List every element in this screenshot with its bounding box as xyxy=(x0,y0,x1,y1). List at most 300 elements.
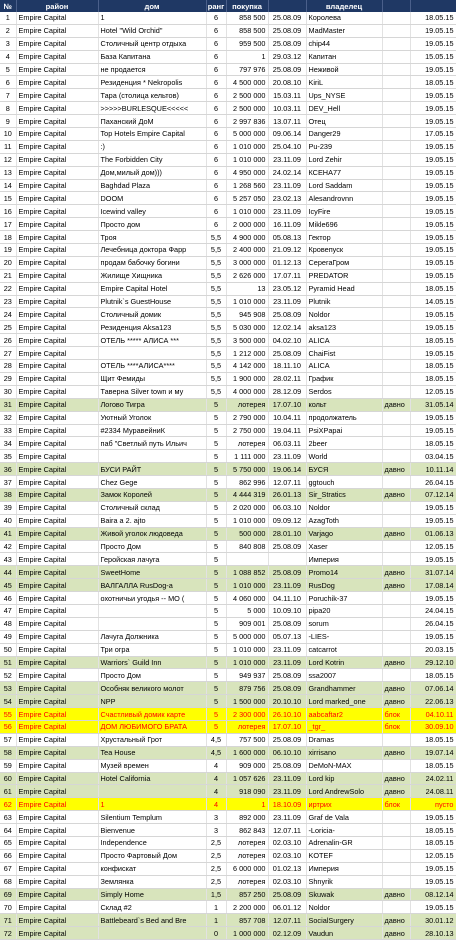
house-name-cell[interactable]: Simply Home xyxy=(98,888,206,901)
purchase-date-cell[interactable]: 23.11.09 xyxy=(268,450,306,463)
purchase-price-cell[interactable]: 1 212 000 xyxy=(226,347,268,360)
last-visit-date-cell[interactable]: 19.05.15 xyxy=(410,63,456,76)
last-visit-date-cell[interactable]: 18.05.15 xyxy=(410,360,456,373)
status-note-cell[interactable] xyxy=(382,643,410,656)
district-cell[interactable]: Empire Capital xyxy=(16,269,98,282)
district-cell[interactable]: Empire Capital xyxy=(16,811,98,824)
status-note-cell[interactable] xyxy=(382,437,410,450)
district-cell[interactable]: Empire Capital xyxy=(16,218,98,231)
purchase-date-cell[interactable]: 16.11.09 xyxy=(268,218,306,231)
status-note-cell[interactable] xyxy=(382,849,410,862)
district-cell[interactable]: Empire Capital xyxy=(16,772,98,785)
purchase-price-cell[interactable]: 757 500 xyxy=(226,733,268,746)
purchase-date-cell[interactable]: 10.03.11 xyxy=(268,102,306,115)
purchase-price-cell[interactable]: 4 060 000 xyxy=(226,592,268,605)
status-note-cell[interactable] xyxy=(382,179,410,192)
rank-cell[interactable]: 3 xyxy=(206,811,226,824)
rank-cell[interactable]: 4,5 xyxy=(206,746,226,759)
district-cell[interactable]: Empire Capital xyxy=(16,914,98,927)
last-visit-date-cell[interactable]: пусто xyxy=(410,798,456,811)
district-cell[interactable]: Empire Capital xyxy=(16,385,98,398)
owner-cell[interactable]: Promo14 xyxy=(306,566,382,579)
last-visit-date-cell[interactable]: 19.05.15 xyxy=(410,166,456,179)
row-number-cell[interactable]: 36 xyxy=(0,463,16,476)
rank-cell[interactable]: 4,5 xyxy=(206,733,226,746)
house-name-cell[interactable]: Hotel California xyxy=(98,772,206,785)
purchase-price-cell[interactable]: 3 000 000 xyxy=(226,256,268,269)
district-cell[interactable]: Empire Capital xyxy=(16,360,98,373)
purchase-price-cell[interactable]: 862 843 xyxy=(226,824,268,837)
house-name-cell[interactable]: Столичный склад xyxy=(98,501,206,514)
status-note-cell[interactable] xyxy=(382,140,410,153)
house-name-cell[interactable]: NPP xyxy=(98,695,206,708)
purchase-price-cell[interactable]: лотерея xyxy=(226,720,268,733)
purchase-price-cell[interactable]: 1 010 000 xyxy=(226,140,268,153)
district-cell[interactable]: Empire Capital xyxy=(16,862,98,875)
row-number-cell[interactable]: 21 xyxy=(0,269,16,282)
purchase-price-cell[interactable]: 4 950 000 xyxy=(226,166,268,179)
district-cell[interactable]: Empire Capital xyxy=(16,63,98,76)
purchase-date-cell[interactable]: 15.03.11 xyxy=(268,89,306,102)
status-note-cell[interactable] xyxy=(382,501,410,514)
house-name-cell[interactable]: продам бабочку богини xyxy=(98,256,206,269)
purchase-price-cell[interactable]: 918 090 xyxy=(226,785,268,798)
rank-cell[interactable]: 6 xyxy=(206,76,226,89)
purchase-date-cell[interactable]: 12.07.11 xyxy=(268,824,306,837)
district-cell[interactable]: Empire Capital xyxy=(16,102,98,115)
row-number-cell[interactable]: 46 xyxy=(0,592,16,605)
house-name-cell[interactable] xyxy=(98,617,206,630)
house-name-cell[interactable]: Паханский ДоМ xyxy=(98,115,206,128)
row-number-cell[interactable]: 38 xyxy=(0,488,16,501)
rank-cell[interactable]: 5 xyxy=(206,476,226,489)
last-visit-date-cell[interactable]: 31.07.14 xyxy=(410,566,456,579)
status-note-cell[interactable] xyxy=(382,76,410,89)
last-visit-date-cell[interactable]: 28.10.13 xyxy=(410,927,456,940)
purchase-price-cell[interactable]: 2 200 000 xyxy=(226,901,268,914)
row-number-cell[interactable]: 28 xyxy=(0,360,16,373)
house-name-cell[interactable]: Лечебница доктора Фарр xyxy=(98,244,206,257)
rank-cell[interactable]: 6 xyxy=(206,166,226,179)
purchase-date-cell[interactable]: 06.10.10 xyxy=(268,746,306,759)
row-number-cell[interactable]: 14 xyxy=(0,179,16,192)
owner-cell[interactable]: ALICA xyxy=(306,360,382,373)
owner-cell[interactable]: Xaser xyxy=(306,540,382,553)
owner-cell[interactable]: Vaudun xyxy=(306,927,382,940)
last-visit-date-cell[interactable]: 18.05.15 xyxy=(410,372,456,385)
rank-cell[interactable]: 6 xyxy=(206,12,226,24)
purchase-date-cell[interactable]: 23.11.09 xyxy=(268,153,306,166)
house-name-cell[interactable]: Лачуга Должника xyxy=(98,630,206,643)
row-number-cell[interactable]: 50 xyxy=(0,643,16,656)
district-cell[interactable]: Empire Capital xyxy=(16,785,98,798)
purchase-date-cell[interactable]: 04.11.10 xyxy=(268,592,306,605)
status-note-cell[interactable] xyxy=(382,153,410,166)
purchase-price-cell[interactable]: 1 010 000 xyxy=(226,579,268,592)
purchase-price-cell[interactable]: 1 010 000 xyxy=(226,514,268,527)
rank-cell[interactable]: 5 xyxy=(206,695,226,708)
purchase-price-cell[interactable]: лотерея xyxy=(226,437,268,450)
last-visit-date-cell[interactable]: 19.05.15 xyxy=(410,153,456,166)
last-visit-date-cell[interactable]: 30.01.12 xyxy=(410,914,456,927)
purchase-price-cell[interactable]: 1 010 000 xyxy=(226,656,268,669)
purchase-date-cell[interactable]: 25.08.09 xyxy=(268,37,306,50)
purchase-date-cell[interactable]: 06.03.11 xyxy=(268,437,306,450)
purchase-price-cell[interactable]: 857 708 xyxy=(226,914,268,927)
purchase-date-cell[interactable]: 10.09.10 xyxy=(268,604,306,617)
district-cell[interactable]: Empire Capital xyxy=(16,256,98,269)
status-note-cell[interactable] xyxy=(382,553,410,566)
owner-cell[interactable]: World xyxy=(306,450,382,463)
rank-cell[interactable]: 4 xyxy=(206,785,226,798)
owner-cell[interactable]: Империя xyxy=(306,862,382,875)
purchase-date-cell[interactable]: 25.08.09 xyxy=(268,733,306,746)
last-visit-date-cell[interactable]: 19.05.15 xyxy=(410,205,456,218)
purchase-price-cell[interactable]: 858 500 xyxy=(226,12,268,24)
rank-cell[interactable]: 5 xyxy=(206,488,226,501)
owner-cell[interactable]: DEV_Hell xyxy=(306,102,382,115)
owner-cell[interactable]: Sir_Stratics xyxy=(306,488,382,501)
row-number-cell[interactable]: 45 xyxy=(0,579,16,592)
purchase-date-cell[interactable]: 02.03.10 xyxy=(268,837,306,850)
owner-cell[interactable]: pipa20 xyxy=(306,604,382,617)
house-name-cell[interactable]: Tea House xyxy=(98,746,206,759)
row-number-cell[interactable]: 3 xyxy=(0,37,16,50)
purchase-price-cell[interactable]: 5 257 050 xyxy=(226,192,268,205)
rank-cell[interactable]: 6 xyxy=(206,218,226,231)
owner-cell[interactable]: ggtouch xyxy=(306,476,382,489)
rank-cell[interactable]: 5,5 xyxy=(206,282,226,295)
row-number-cell[interactable]: 37 xyxy=(0,476,16,489)
house-name-cell[interactable]: #2334 МуравейниК xyxy=(98,424,206,437)
last-visit-date-cell[interactable]: 19.05.15 xyxy=(410,411,456,424)
status-note-cell[interactable]: давно xyxy=(382,785,410,798)
house-name-cell[interactable]: Замок Королей xyxy=(98,488,206,501)
purchase-date-cell[interactable]: 12.02.14 xyxy=(268,321,306,334)
owner-cell[interactable]: Adrenalin-GR xyxy=(306,837,382,850)
status-note-cell[interactable]: давно xyxy=(382,888,410,901)
last-visit-date-cell[interactable]: 19.05.15 xyxy=(410,179,456,192)
row-number-cell[interactable]: 57 xyxy=(0,733,16,746)
house-name-cell[interactable]: Baira a 2. ajto xyxy=(98,514,206,527)
row-number-cell[interactable]: 31 xyxy=(0,398,16,411)
purchase-date-cell[interactable]: 19.04.11 xyxy=(268,424,306,437)
row-number-cell[interactable]: 49 xyxy=(0,630,16,643)
district-cell[interactable]: Empire Capital xyxy=(16,901,98,914)
last-visit-date-cell[interactable]: 19.05.15 xyxy=(410,244,456,257)
status-note-cell[interactable] xyxy=(382,244,410,257)
status-note-cell[interactable] xyxy=(382,592,410,605)
row-number-cell[interactable]: 66 xyxy=(0,849,16,862)
house-name-cell[interactable]: Warriors` Guild Inn xyxy=(98,656,206,669)
last-visit-date-cell[interactable]: 19.05.15 xyxy=(410,592,456,605)
rank-cell[interactable]: 5 xyxy=(206,656,226,669)
owner-cell[interactable]: КСЕНА77 xyxy=(306,166,382,179)
rank-cell[interactable]: 1 xyxy=(206,914,226,927)
owner-cell[interactable]: Lord AndrewSolo xyxy=(306,785,382,798)
status-note-cell[interactable]: блок xyxy=(382,798,410,811)
district-cell[interactable]: Empire Capital xyxy=(16,128,98,141)
last-visit-date-cell[interactable]: 18.05.15 xyxy=(410,437,456,450)
status-note-cell[interactable] xyxy=(382,347,410,360)
house-name-cell[interactable]: База Капитана xyxy=(98,50,206,63)
rank-cell[interactable]: 3 xyxy=(206,824,226,837)
purchase-price-cell[interactable]: 1 057 626 xyxy=(226,772,268,785)
last-visit-date-cell[interactable]: 19.05.15 xyxy=(410,269,456,282)
purchase-date-cell[interactable]: 21.09.12 xyxy=(268,244,306,257)
last-visit-date-cell[interactable]: 19.05.15 xyxy=(410,89,456,102)
status-note-cell[interactable] xyxy=(382,205,410,218)
last-visit-date-cell[interactable]: 18.05.15 xyxy=(410,837,456,850)
house-name-cell[interactable]: ОТЕЛЬ ****АЛИСА**** xyxy=(98,360,206,373)
status-note-cell[interactable] xyxy=(382,50,410,63)
district-cell[interactable]: Empire Capital xyxy=(16,824,98,837)
status-note-cell[interactable] xyxy=(382,282,410,295)
purchase-price-cell[interactable]: 2 997 836 xyxy=(226,115,268,128)
district-cell[interactable]: Empire Capital xyxy=(16,643,98,656)
purchase-price-cell[interactable]: 1 xyxy=(226,50,268,63)
house-name-cell[interactable]: SweetHome xyxy=(98,566,206,579)
district-cell[interactable]: Empire Capital xyxy=(16,37,98,50)
purchase-price-cell[interactable]: 5 030 000 xyxy=(226,321,268,334)
purchase-date-cell[interactable]: 01.02.13 xyxy=(268,862,306,875)
purchase-date-cell[interactable]: 20.10.10 xyxy=(268,695,306,708)
owner-cell[interactable]: Lord kip xyxy=(306,772,382,785)
purchase-date-cell[interactable]: 25.08.09 xyxy=(268,669,306,682)
house-name-cell[interactable]: Логово Тигра xyxy=(98,398,206,411)
owner-cell[interactable]: Королева xyxy=(306,12,382,24)
purchase-date-cell[interactable]: 23.11.09 xyxy=(268,656,306,669)
purchase-price-cell[interactable]: 1 010 000 xyxy=(226,153,268,166)
row-number-cell[interactable]: 9 xyxy=(0,115,16,128)
status-note-cell[interactable] xyxy=(382,24,410,37)
row-number-cell[interactable]: 51 xyxy=(0,656,16,669)
house-name-cell[interactable]: Живой уголок людоведа xyxy=(98,527,206,540)
house-name-cell[interactable]: Icewind valley xyxy=(98,205,206,218)
house-name-cell[interactable]: Склад #2 xyxy=(98,901,206,914)
header-number[interactable]: № xyxy=(0,0,16,12)
status-note-cell[interactable]: давно xyxy=(382,488,410,501)
house-name-cell[interactable]: Таверна Silver town и му xyxy=(98,385,206,398)
purchase-price-cell[interactable]: 2 750 000 xyxy=(226,424,268,437)
house-name-cell[interactable]: Top Hotels Empire Capital xyxy=(98,128,206,141)
last-visit-date-cell[interactable]: 18.05.15 xyxy=(410,282,456,295)
row-number-cell[interactable]: 64 xyxy=(0,824,16,837)
purchase-date-cell[interactable]: 24.02.14 xyxy=(268,166,306,179)
owner-cell[interactable]: KiriL xyxy=(306,76,382,89)
row-number-cell[interactable]: 60 xyxy=(0,772,16,785)
house-name-cell[interactable]: Хрустальный Грот xyxy=(98,733,206,746)
owner-cell[interactable]: -Loricia- xyxy=(306,824,382,837)
status-note-cell[interactable]: давно xyxy=(382,566,410,579)
status-note-cell[interactable]: давно xyxy=(382,682,410,695)
purchase-price-cell[interactable]: 3 500 000 xyxy=(226,334,268,347)
district-cell[interactable]: Empire Capital xyxy=(16,527,98,540)
rank-cell[interactable]: 6 xyxy=(206,24,226,37)
last-visit-date-cell[interactable]: 19.05.15 xyxy=(410,218,456,231)
rank-cell[interactable]: 5,5 xyxy=(206,295,226,308)
district-cell[interactable]: Empire Capital xyxy=(16,166,98,179)
purchase-date-cell[interactable]: 23.11.09 xyxy=(268,785,306,798)
rank-cell[interactable]: 5,5 xyxy=(206,360,226,373)
status-note-cell[interactable] xyxy=(382,372,410,385)
rank-cell[interactable]: 5 xyxy=(206,643,226,656)
house-name-cell[interactable]: ДОМ ЛЮБИМОГО БРАТА xyxy=(98,720,206,733)
status-note-cell[interactable] xyxy=(382,411,410,424)
purchase-date-cell[interactable]: 13.07.11 xyxy=(268,115,306,128)
last-visit-date-cell[interactable]: 12.05.15 xyxy=(410,849,456,862)
rank-cell[interactable]: 5,5 xyxy=(206,256,226,269)
status-note-cell[interactable] xyxy=(382,630,410,643)
owner-cell[interactable]: График xyxy=(306,372,382,385)
house-name-cell[interactable]: Резиденция Aksa123 xyxy=(98,321,206,334)
owner-cell[interactable]: AzagToth xyxy=(306,514,382,527)
row-number-cell[interactable]: 19 xyxy=(0,244,16,257)
row-number-cell[interactable]: 22 xyxy=(0,282,16,295)
purchase-date-cell[interactable]: 25.08.09 xyxy=(268,63,306,76)
rank-cell[interactable]: 5,5 xyxy=(206,347,226,360)
rank-cell[interactable]: 6 xyxy=(206,205,226,218)
row-number-cell[interactable]: 65 xyxy=(0,837,16,850)
owner-cell[interactable]: Lord Kotrin xyxy=(306,656,382,669)
purchase-date-cell[interactable]: 04.02.10 xyxy=(268,334,306,347)
district-cell[interactable]: Empire Capital xyxy=(16,617,98,630)
rank-cell[interactable]: 5 xyxy=(206,708,226,721)
rank-cell[interactable]: 5 xyxy=(206,424,226,437)
district-cell[interactable]: Empire Capital xyxy=(16,115,98,128)
owner-cell[interactable]: Mikle696 xyxy=(306,218,382,231)
row-number-cell[interactable]: 58 xyxy=(0,746,16,759)
purchase-price-cell[interactable]: 1 900 000 xyxy=(226,372,268,385)
last-visit-date-cell[interactable]: 29.12.10 xyxy=(410,656,456,669)
owner-cell[interactable]: RusDog xyxy=(306,579,382,592)
purchase-price-cell[interactable]: 5 000 000 xyxy=(226,128,268,141)
house-name-cell[interactable]: >>>>>BURLESQUE<<<<< xyxy=(98,102,206,115)
row-number-cell[interactable]: 18 xyxy=(0,231,16,244)
last-visit-date-cell[interactable]: 20.03.15 xyxy=(410,643,456,656)
purchase-date-cell[interactable]: 25.08.09 xyxy=(268,347,306,360)
last-visit-date-cell[interactable]: 18.05.15 xyxy=(410,824,456,837)
house-name-cell[interactable]: Музей времен xyxy=(98,759,206,772)
owner-cell[interactable]: кольт xyxy=(306,398,382,411)
last-visit-date-cell[interactable]: 15.05.15 xyxy=(410,50,456,63)
rank-cell[interactable]: 5 xyxy=(206,682,226,695)
purchase-date-cell[interactable]: 23.11.09 xyxy=(268,772,306,785)
purchase-price-cell[interactable]: 959 500 xyxy=(226,37,268,50)
rank-cell[interactable]: 6 xyxy=(206,37,226,50)
purchase-date-cell[interactable]: 02.03.10 xyxy=(268,849,306,862)
district-cell[interactable]: Empire Capital xyxy=(16,501,98,514)
owner-cell[interactable]: Гектор xyxy=(306,231,382,244)
house-name-cell[interactable]: ОТЕЛЬ ***** АЛИСА *** xyxy=(98,334,206,347)
purchase-date-cell[interactable]: 12.07.11 xyxy=(268,914,306,927)
district-cell[interactable]: Empire Capital xyxy=(16,192,98,205)
purchase-price-cell[interactable]: 1 268 560 xyxy=(226,179,268,192)
rank-cell[interactable]: 5 xyxy=(206,411,226,424)
purchase-price-cell[interactable]: 6 000 000 xyxy=(226,862,268,875)
purchase-price-cell[interactable]: 892 000 xyxy=(226,811,268,824)
status-note-cell[interactable]: давно xyxy=(382,398,410,411)
district-cell[interactable]: Empire Capital xyxy=(16,437,98,450)
district-cell[interactable]: Empire Capital xyxy=(16,50,98,63)
purchase-date-cell[interactable]: 10.04.11 xyxy=(268,411,306,424)
house-name-cell[interactable]: Plutnik`s GuestHouse xyxy=(98,295,206,308)
status-note-cell[interactable] xyxy=(382,450,410,463)
last-visit-date-cell[interactable]: 18.05.15 xyxy=(410,733,456,746)
purchase-date-cell[interactable]: 28.12.09 xyxy=(268,385,306,398)
rank-cell[interactable]: 5,5 xyxy=(206,231,226,244)
rank-cell[interactable]: 0 xyxy=(206,927,226,940)
district-cell[interactable]: Empire Capital xyxy=(16,153,98,166)
status-note-cell[interactable] xyxy=(382,837,410,850)
rank-cell[interactable]: 6 xyxy=(206,140,226,153)
purchase-date-cell[interactable] xyxy=(268,553,306,566)
status-note-cell[interactable] xyxy=(382,669,410,682)
status-note-cell[interactable]: давно xyxy=(382,914,410,927)
owner-cell[interactable]: KOTEF xyxy=(306,849,382,862)
rank-cell[interactable]: 5 xyxy=(206,514,226,527)
purchase-price-cell[interactable]: 909 001 xyxy=(226,617,268,630)
last-visit-date-cell[interactable]: 01.06.13 xyxy=(410,527,456,540)
row-number-cell[interactable]: 44 xyxy=(0,566,16,579)
purchase-date-cell[interactable]: 25.08.09 xyxy=(268,308,306,321)
purchase-price-cell[interactable]: 857 250 xyxy=(226,888,268,901)
district-cell[interactable]: Empire Capital xyxy=(16,450,98,463)
owner-cell[interactable]: Skuwak xyxy=(306,888,382,901)
status-note-cell[interactable]: давно xyxy=(382,746,410,759)
owner-cell[interactable]: Pu-239 xyxy=(306,140,382,153)
owner-cell[interactable]: Pyramid Head xyxy=(306,282,382,295)
owner-cell[interactable]: Graf de Vala xyxy=(306,811,382,824)
owner-cell[interactable]: Noldor xyxy=(306,308,382,321)
owner-cell[interactable]: _tgr_ xyxy=(306,720,382,733)
owner-cell[interactable]: Shnyrik xyxy=(306,875,382,888)
purchase-price-cell[interactable]: 1 000 000 xyxy=(226,927,268,940)
owner-cell[interactable]: Капитан xyxy=(306,50,382,63)
district-cell[interactable]: Empire Capital xyxy=(16,372,98,385)
header-status[interactable] xyxy=(382,0,410,12)
last-visit-date-cell[interactable]: 19.05.15 xyxy=(410,553,456,566)
status-note-cell[interactable] xyxy=(382,115,410,128)
owner-cell[interactable]: ssa2007 xyxy=(306,669,382,682)
row-number-cell[interactable]: 1 xyxy=(0,12,16,24)
row-number-cell[interactable]: 8 xyxy=(0,102,16,115)
purchase-price-cell[interactable]: 949 937 xyxy=(226,669,268,682)
purchase-date-cell[interactable]: 25.08.09 xyxy=(268,759,306,772)
district-cell[interactable]: Empire Capital xyxy=(16,488,98,501)
purchase-price-cell[interactable]: 840 808 xyxy=(226,540,268,553)
district-cell[interactable]: Empire Capital xyxy=(16,424,98,437)
owner-cell[interactable]: xirrisano xyxy=(306,746,382,759)
header-district[interactable]: район xyxy=(16,0,98,12)
rank-cell[interactable]: 6 xyxy=(206,115,226,128)
owner-cell[interactable]: IcyFire xyxy=(306,205,382,218)
purchase-date-cell[interactable]: 23.11.09 xyxy=(268,643,306,656)
purchase-date-cell[interactable]: 25.08.09 xyxy=(268,566,306,579)
row-number-cell[interactable]: 55 xyxy=(0,708,16,721)
last-visit-date-cell[interactable]: 19.05.15 xyxy=(410,901,456,914)
district-cell[interactable]: Empire Capital xyxy=(16,849,98,862)
rank-cell[interactable]: 5 xyxy=(206,463,226,476)
last-visit-date-cell[interactable]: 24.04.15 xyxy=(410,604,456,617)
last-visit-date-cell[interactable]: 31.05.14 xyxy=(410,398,456,411)
purchase-date-cell[interactable]: 25.08.09 xyxy=(268,540,306,553)
row-number-cell[interactable]: 16 xyxy=(0,205,16,218)
rank-cell[interactable]: 6 xyxy=(206,179,226,192)
purchase-date-cell[interactable]: 25.08.09 xyxy=(268,24,306,37)
row-number-cell[interactable]: 71 xyxy=(0,914,16,927)
district-cell[interactable]: Empire Capital xyxy=(16,295,98,308)
